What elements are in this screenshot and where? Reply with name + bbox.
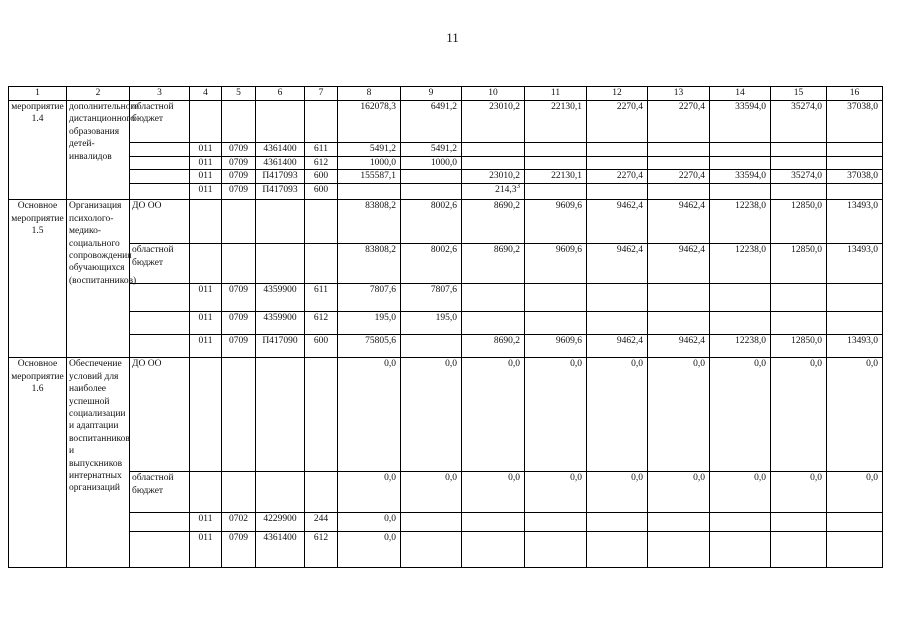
- value-cell: [462, 513, 525, 532]
- executor-source-cell: [130, 184, 190, 200]
- value-cell: 7807,6: [338, 284, 401, 312]
- value-cell: 12850,0: [771, 244, 827, 284]
- value-cell: 1000,0: [401, 157, 462, 170]
- value-cell: 12238,0: [710, 335, 771, 358]
- table-row: [9, 101, 883, 143]
- activity-code-cell: мероприятие 1.4: [9, 101, 67, 200]
- rzpr-code-cell: 0709: [222, 143, 256, 157]
- value-cell: 22130,1: [525, 170, 587, 184]
- value-cell: [648, 284, 710, 312]
- vr-code-cell: [305, 200, 338, 244]
- value-cell: [401, 513, 462, 532]
- csr-code-cell: 4359900: [256, 284, 305, 312]
- vr-code-cell: 611: [305, 284, 338, 312]
- value-cell: 2270,4: [648, 101, 710, 143]
- vr-code-cell: 244: [305, 513, 338, 532]
- value-cell: 75805,6: [338, 335, 401, 358]
- column-number-header: 14: [710, 87, 771, 101]
- value-cell: 2270,4: [587, 101, 648, 143]
- rzpr-code-cell: 0702: [222, 513, 256, 532]
- column-number-header: 15: [771, 87, 827, 101]
- vr-code-cell: 612: [305, 532, 338, 568]
- footnote-mark: 3: [516, 182, 520, 191]
- value-cell: [525, 513, 587, 532]
- value-cell: 8690,2: [462, 244, 525, 284]
- value-cell: 9462,4: [648, 244, 710, 284]
- table-row: [9, 472, 883, 513]
- column-number-header: 7: [305, 87, 338, 101]
- value-cell: 9609,6: [525, 200, 587, 244]
- table-row: [9, 335, 883, 358]
- value-text: 214,3: [495, 185, 517, 196]
- vr-code-cell: [305, 358, 338, 472]
- vr-code-cell: 612: [305, 312, 338, 335]
- rzpr-code-cell: [222, 472, 256, 513]
- value-cell: 0,0: [525, 358, 587, 472]
- value-cell: [462, 284, 525, 312]
- value-cell: 0,0: [462, 358, 525, 472]
- activity-code-cell: Основное мероприятие 1.5: [9, 200, 67, 358]
- value-cell: 35274,0: [771, 170, 827, 184]
- csr-code-cell: 4229900: [256, 513, 305, 532]
- csr-code-cell: 4361400: [256, 157, 305, 170]
- grbs-code-cell: 011: [190, 513, 222, 532]
- grbs-code-cell: 011: [190, 335, 222, 358]
- value-cell: 0,0: [401, 472, 462, 513]
- value-cell: 33594,0: [710, 101, 771, 143]
- column-number-header: 2: [67, 87, 130, 101]
- value-cell: [462, 143, 525, 157]
- value-cell: [401, 184, 462, 200]
- value-cell: 6491,2: [401, 101, 462, 143]
- value-cell: 8002,6: [401, 200, 462, 244]
- executor-source-cell: [130, 312, 190, 335]
- vr-code-cell: [305, 101, 338, 143]
- value-cell: [648, 513, 710, 532]
- csr-code-cell: П417093: [256, 184, 305, 200]
- column-number-header: 5: [222, 87, 256, 101]
- value-cell: 9609,6: [525, 335, 587, 358]
- table-row: [9, 244, 883, 284]
- csr-code-cell: [256, 244, 305, 284]
- column-number-header: 6: [256, 87, 305, 101]
- value-cell: [525, 284, 587, 312]
- value-cell: 0,0: [771, 472, 827, 513]
- value-cell: 0,0: [648, 358, 710, 472]
- value-cell: [710, 312, 771, 335]
- value-cell: 0,0: [827, 472, 883, 513]
- column-number-header: 13: [648, 87, 710, 101]
- value-cell: 0,0: [648, 472, 710, 513]
- value-cell: [771, 312, 827, 335]
- column-number-header: 10: [462, 87, 525, 101]
- value-cell: [710, 532, 771, 568]
- csr-code-cell: П417093: [256, 170, 305, 184]
- value-cell: [401, 335, 462, 358]
- value-cell: 0,0: [338, 358, 401, 472]
- grbs-code-cell: 011: [190, 157, 222, 170]
- rzpr-code-cell: 0709: [222, 157, 256, 170]
- grbs-code-cell: 011: [190, 532, 222, 568]
- value-cell: [771, 513, 827, 532]
- value-cell: 2270,4: [587, 170, 648, 184]
- value-cell: [648, 532, 710, 568]
- value-cell: 8690,2: [462, 200, 525, 244]
- grbs-code-cell: [190, 200, 222, 244]
- rzpr-code-cell: 0709: [222, 184, 256, 200]
- value-cell: 5491,2: [401, 143, 462, 157]
- rzpr-code-cell: [222, 244, 256, 284]
- grbs-code-cell: 011: [190, 312, 222, 335]
- value-cell: 9609,6: [525, 244, 587, 284]
- executor-source-cell: областной бюджет: [130, 101, 190, 143]
- vr-code-cell: 600: [305, 184, 338, 200]
- value-cell: 195,0: [401, 312, 462, 335]
- value-cell: 162078,3: [338, 101, 401, 143]
- value-cell: [827, 532, 883, 568]
- table-row: [9, 513, 883, 532]
- value-cell: 0,0: [525, 472, 587, 513]
- value-cell: [338, 184, 401, 200]
- value-cell: [710, 157, 771, 170]
- table-row: [9, 358, 883, 472]
- activity-code-cell: Основное мероприятие 1.6: [9, 358, 67, 568]
- budget-table: [8, 86, 883, 568]
- value-cell: 83808,2: [338, 244, 401, 284]
- executor-source-cell: [130, 513, 190, 532]
- value-cell: [525, 184, 587, 200]
- value-cell: 9462,4: [587, 244, 648, 284]
- value-cell: 0,0: [587, 358, 648, 472]
- value-cell: [710, 184, 771, 200]
- value-cell: [525, 532, 587, 568]
- value-cell: 12850,0: [771, 200, 827, 244]
- csr-code-cell: [256, 358, 305, 472]
- value-cell: 13493,0: [827, 244, 883, 284]
- value-cell: 83808,2: [338, 200, 401, 244]
- value-cell: [587, 532, 648, 568]
- executor-source-cell: [130, 532, 190, 568]
- csr-code-cell: П417090: [256, 335, 305, 358]
- value-cell: 8690,2: [462, 335, 525, 358]
- value-cell: 195,0: [338, 312, 401, 335]
- value-cell: 9462,4: [648, 335, 710, 358]
- grbs-code-cell: 011: [190, 184, 222, 200]
- value-cell: 12850,0: [771, 335, 827, 358]
- vr-code-cell: 612: [305, 157, 338, 170]
- executor-source-cell: [130, 335, 190, 358]
- table-row: [9, 143, 883, 157]
- executor-source-cell: [130, 143, 190, 157]
- value-cell: 0,0: [827, 358, 883, 472]
- vr-code-cell: 600: [305, 170, 338, 184]
- csr-code-cell: [256, 200, 305, 244]
- rzpr-code-cell: [222, 200, 256, 244]
- vr-code-cell: 611: [305, 143, 338, 157]
- vr-code-cell: [305, 472, 338, 513]
- value-cell: 7807,6: [401, 284, 462, 312]
- column-number-header: 4: [190, 87, 222, 101]
- grbs-code-cell: 011: [190, 143, 222, 157]
- grbs-code-cell: [190, 244, 222, 284]
- value-cell: [525, 157, 587, 170]
- value-cell: [525, 312, 587, 335]
- rzpr-code-cell: 0709: [222, 284, 256, 312]
- value-cell: [587, 312, 648, 335]
- value-cell: 0,0: [338, 472, 401, 513]
- value-cell: [827, 284, 883, 312]
- csr-code-cell: 4361400: [256, 143, 305, 157]
- column-number-header: 8: [338, 87, 401, 101]
- column-number-header: 1: [9, 87, 67, 101]
- rzpr-code-cell: 0709: [222, 312, 256, 335]
- value-cell: 33594,0: [710, 170, 771, 184]
- value-cell: 5491,2: [338, 143, 401, 157]
- value-cell: [587, 513, 648, 532]
- value-cell: 0,0: [710, 358, 771, 472]
- executor-source-cell: ДО ОО: [130, 358, 190, 472]
- value-cell: 12238,0: [710, 244, 771, 284]
- value-cell: 0,0: [401, 358, 462, 472]
- value-cell: [648, 157, 710, 170]
- header-row: [9, 87, 883, 101]
- value-cell: 0,0: [462, 472, 525, 513]
- rzpr-code-cell: 0709: [222, 532, 256, 568]
- value-cell: [648, 312, 710, 335]
- value-cell: 9462,4: [587, 335, 648, 358]
- value-cell: [587, 184, 648, 200]
- value-cell: 0,0: [338, 532, 401, 568]
- value-cell: [771, 532, 827, 568]
- value-cell: [710, 513, 771, 532]
- value-cell: 0,0: [710, 472, 771, 513]
- column-number-header: 9: [401, 87, 462, 101]
- value-cell: [827, 312, 883, 335]
- value-cell: 12238,0: [710, 200, 771, 244]
- value-cell: [771, 157, 827, 170]
- value-cell: [462, 184, 525, 200]
- executor-source-cell: [130, 157, 190, 170]
- column-number-header: 11: [525, 87, 587, 101]
- value-cell: 22130,1: [525, 101, 587, 143]
- executor-source-cell: областной бюджет: [130, 244, 190, 284]
- value-cell: [827, 513, 883, 532]
- value-cell: [587, 143, 648, 157]
- value-cell: 13493,0: [827, 200, 883, 244]
- executor-source-cell: областной бюджет: [130, 472, 190, 513]
- csr-code-cell: 4361400: [256, 532, 305, 568]
- value-cell: 0,0: [771, 358, 827, 472]
- table-row: [9, 157, 883, 170]
- value-cell: [648, 184, 710, 200]
- table-row: [9, 284, 883, 312]
- value-cell: 155587,1: [338, 170, 401, 184]
- grbs-code-cell: 011: [190, 284, 222, 312]
- value-cell: [771, 143, 827, 157]
- csr-code-cell: [256, 472, 305, 513]
- value-cell: [462, 157, 525, 170]
- activity-name-cell: Обеспечение условий для наиболее успешной социализации и адаптации воспитанников и выпускников интернатных организаций: [67, 358, 130, 568]
- value-cell: [587, 157, 648, 170]
- value-cell: [710, 143, 771, 157]
- value-cell: [462, 532, 525, 568]
- value-cell: 9462,4: [648, 200, 710, 244]
- value-cell: [827, 184, 883, 200]
- column-number-header: 3: [130, 87, 190, 101]
- activity-name-cell: дополнительного дистанционного образования детей-инвалидов: [67, 101, 130, 200]
- table-row: [9, 532, 883, 568]
- value-cell: 23010,2: [462, 170, 525, 184]
- executor-source-cell: [130, 284, 190, 312]
- vr-code-cell: 600: [305, 335, 338, 358]
- executor-source-cell: ДО ОО: [130, 200, 190, 244]
- value-cell: 37038,0: [827, 101, 883, 143]
- value-cell: 9462,4: [587, 200, 648, 244]
- rzpr-code-cell: [222, 358, 256, 472]
- value-cell: 8002,6: [401, 244, 462, 284]
- value-cell: [401, 170, 462, 184]
- csr-code-cell: [256, 101, 305, 143]
- value-cell: [771, 184, 827, 200]
- grbs-code-cell: [190, 472, 222, 513]
- table-row: [9, 170, 883, 184]
- value-cell: 13493,0: [827, 335, 883, 358]
- value-cell: 2270,4: [648, 170, 710, 184]
- value-cell: 0,0: [338, 513, 401, 532]
- rzpr-code-cell: [222, 101, 256, 143]
- vr-code-cell: [305, 244, 338, 284]
- rzpr-code-cell: 0709: [222, 170, 256, 184]
- column-number-header: 16: [827, 87, 883, 101]
- value-cell: [525, 143, 587, 157]
- value-cell: 35274,0: [771, 101, 827, 143]
- table-row: [9, 200, 883, 244]
- table-row: [9, 184, 883, 200]
- value-cell: [827, 157, 883, 170]
- column-number-header: 12: [587, 87, 648, 101]
- value-cell: [827, 143, 883, 157]
- value-cell: [771, 284, 827, 312]
- value-cell: 23010,2: [462, 101, 525, 143]
- value-cell: [648, 143, 710, 157]
- grbs-code-cell: [190, 358, 222, 472]
- value-cell: [710, 284, 771, 312]
- grbs-code-cell: [190, 101, 222, 143]
- page-number: 11: [446, 30, 459, 45]
- value-cell: [462, 312, 525, 335]
- grbs-code-cell: 011: [190, 170, 222, 184]
- executor-source-cell: [130, 170, 190, 184]
- value-cell: 0,0: [587, 472, 648, 513]
- value-cell: [587, 284, 648, 312]
- value-cell: 1000,0: [338, 157, 401, 170]
- activity-name-cell: Организация психолого-медико-социального сопровождения обучающихся (воспитанников): [67, 200, 130, 358]
- value-cell: 37038,0: [827, 170, 883, 184]
- table-row: [9, 312, 883, 335]
- rzpr-code-cell: 0709: [222, 335, 256, 358]
- value-cell: [401, 532, 462, 568]
- csr-code-cell: 4359900: [256, 312, 305, 335]
